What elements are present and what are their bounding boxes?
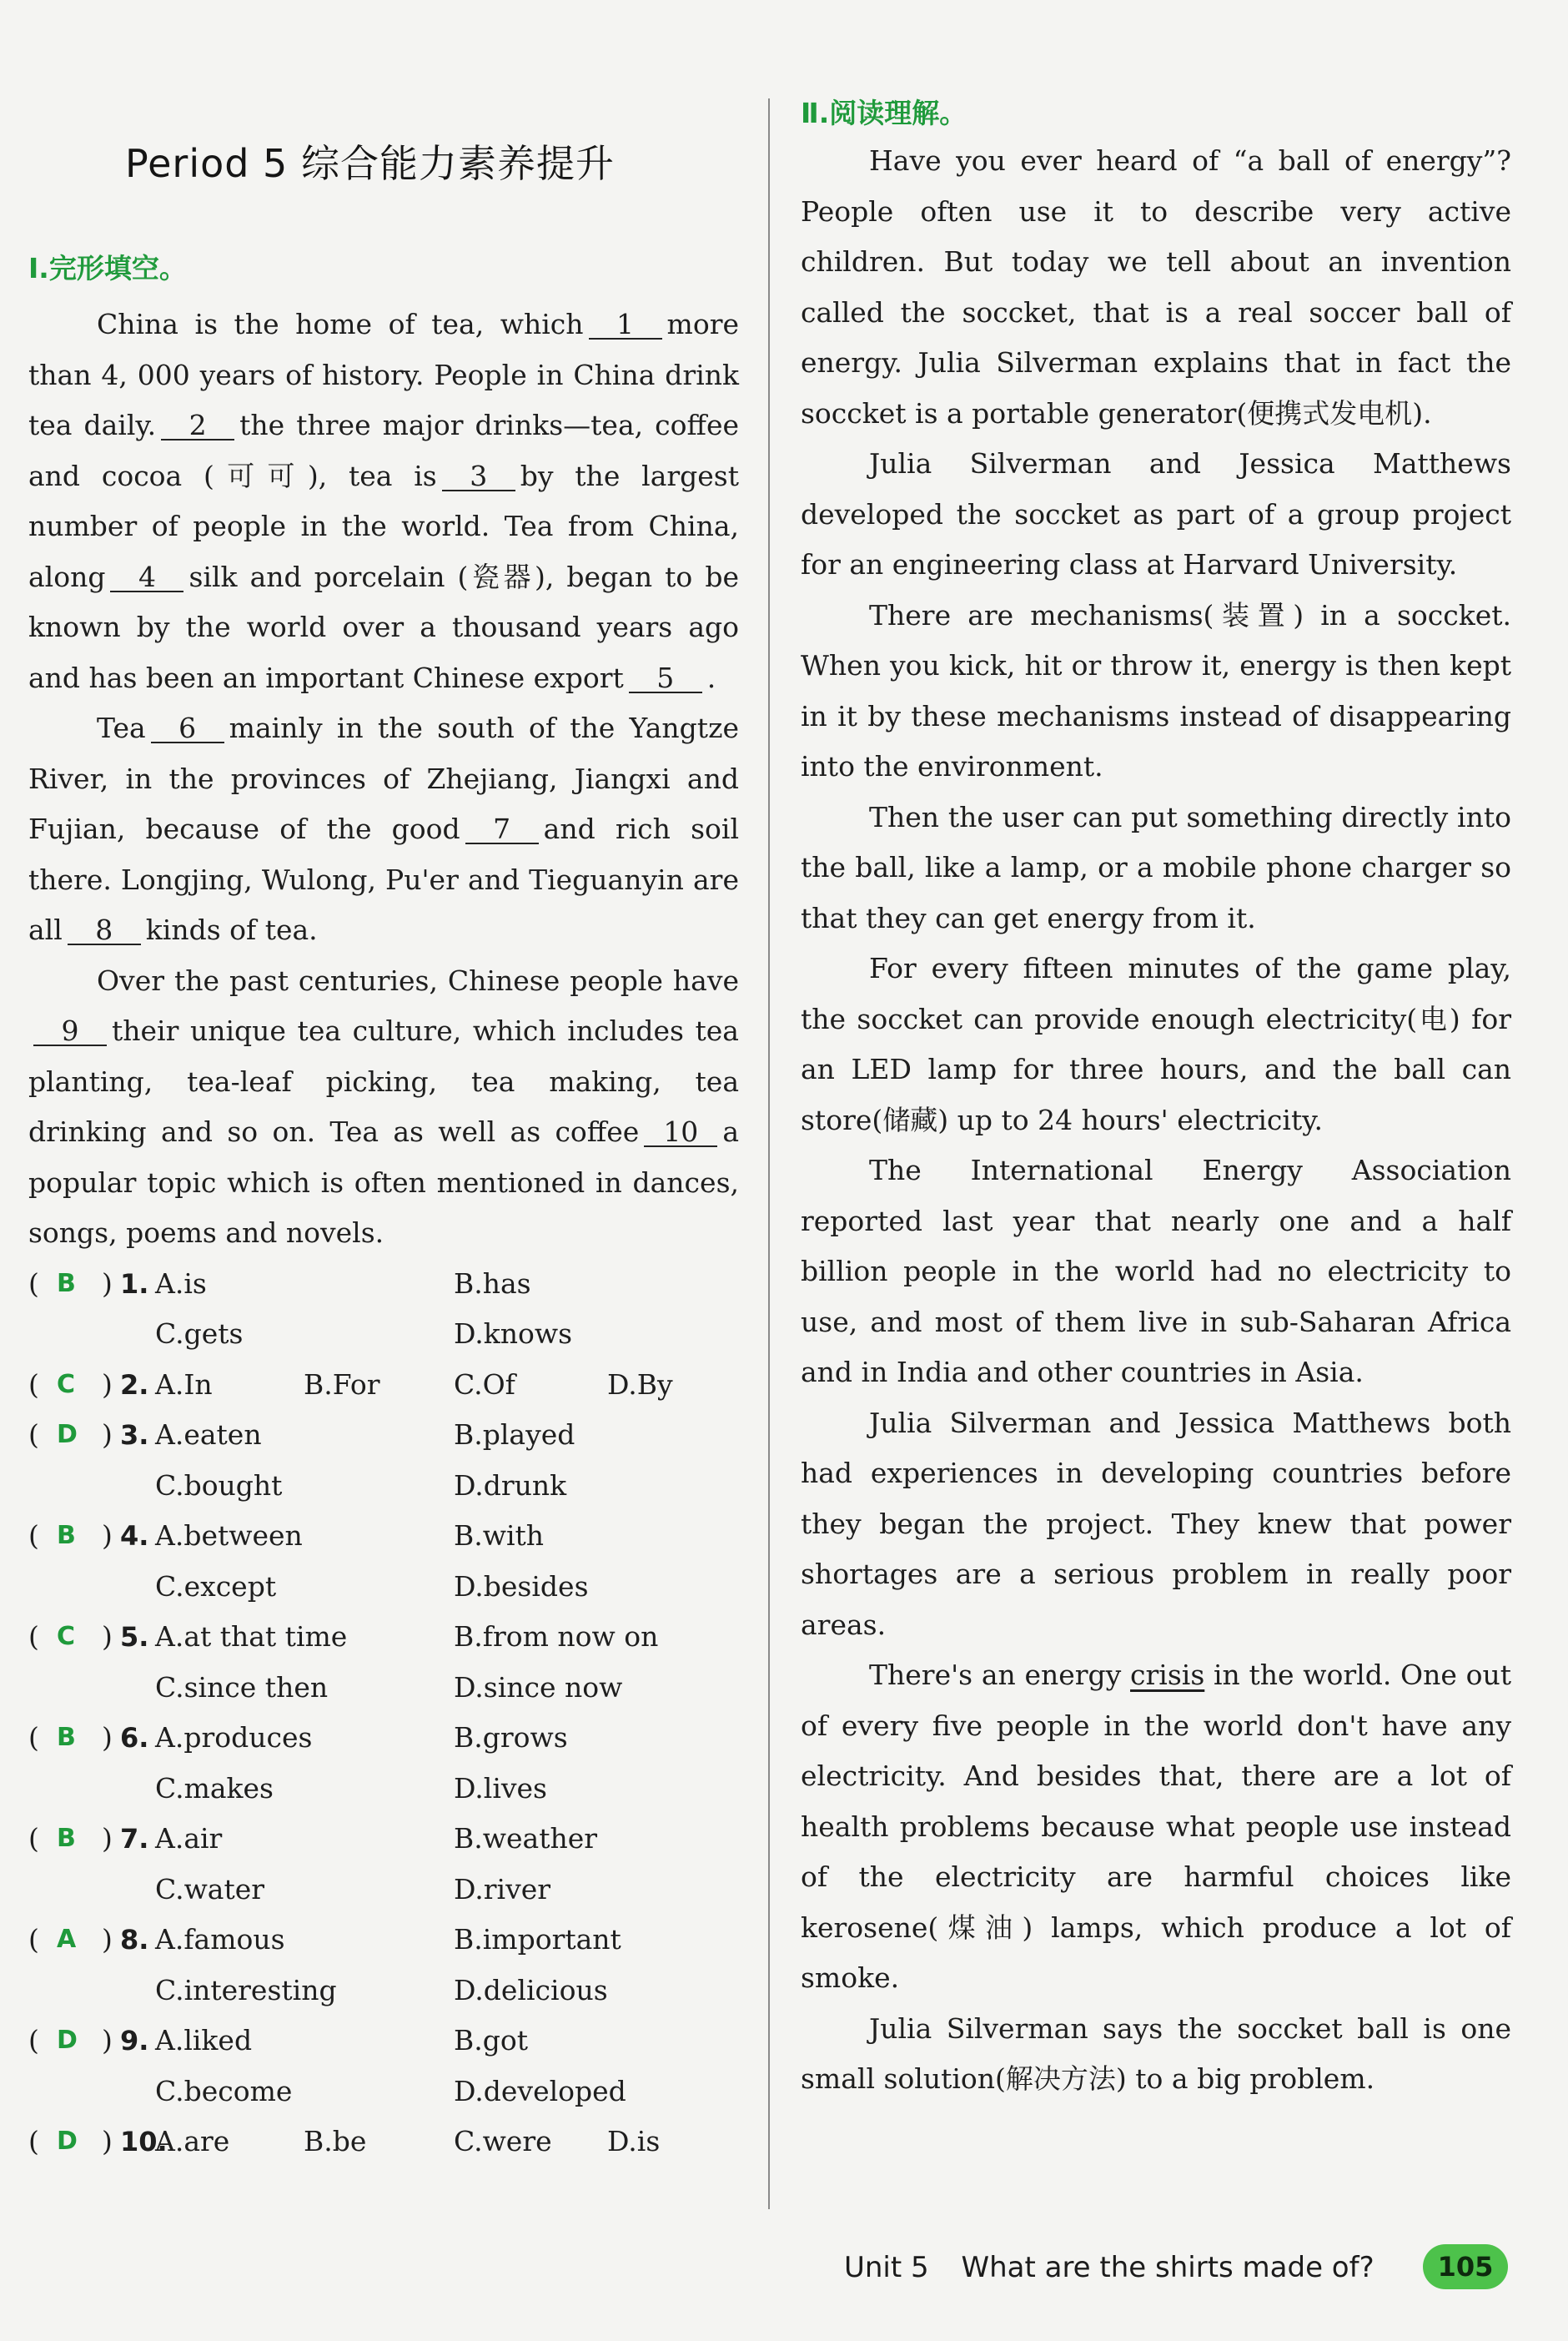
left-column xyxy=(28,247,739,2167)
section-1-heading: Ⅰ.完形填空。 xyxy=(28,252,187,284)
question-number: 8. xyxy=(120,1924,149,1956)
reading-paragraph-1: Have you ever heard of “a ball of energy”? People often use it to describe very active children. But today we tell about an invention called the soccket, that is a real soccer ball of energy. Julia Silverman explains that in fact the soccket is a portable generator(便携式发电机). xyxy=(801,144,1511,430)
paren-left: ( xyxy=(28,2024,39,2057)
question-row-continued xyxy=(28,2067,739,2117)
paren-right: ) xyxy=(102,1822,113,1855)
blank-7: 7 xyxy=(465,816,539,844)
question-row xyxy=(28,1713,739,1764)
question-row xyxy=(28,1612,739,1663)
reading-paragraph-9: Julia Silverman says the soccket ball is one small solution(解决方法) to a big problem. xyxy=(801,2011,1511,2095)
option-b: B.played xyxy=(454,1418,575,1451)
question-row xyxy=(28,2016,739,2067)
paren-left: ( xyxy=(28,1266,39,1300)
option-d: D.is xyxy=(607,2125,661,2157)
reading-paragraph-3: There are mechanisms(装置) in a soccket. When you kick, hit or throw it, energy is then kept in it by these mechanisms instead of disappearing into the environment. xyxy=(801,598,1511,783)
option-c: C.makes xyxy=(155,1771,274,1805)
cloze-paragraph-3: Over the past centuries, Chinese people have9 their unique tea culture, which includes tea planting, tea-leaf picking, tea making, tea drinking and so on. Tea as well as coffee 10 a popular topic which is often mentioned in dances, songs, poems and novels. xyxy=(28,964,739,1249)
option-c: C.since then xyxy=(155,1670,329,1704)
option-b: B.got xyxy=(454,2024,528,2057)
option-c: C.bought xyxy=(155,1468,283,1502)
option-a: A.eaten xyxy=(155,1418,262,1451)
question-number: 7. xyxy=(120,1823,149,1855)
question-number: 4. xyxy=(120,1520,149,1552)
question-row xyxy=(28,1511,739,1562)
option-c: C.were xyxy=(454,2125,552,2157)
question-number: 5. xyxy=(120,1621,149,1653)
option-c: C.gets xyxy=(155,1317,244,1350)
paren-right: ) xyxy=(102,1266,113,1300)
page-title: Period 5 综合能力素养提升 xyxy=(125,141,615,186)
paren-right: ) xyxy=(102,2024,113,2057)
option-b: B.For xyxy=(304,1367,380,1401)
option-a: A.produces xyxy=(155,1721,313,1754)
reading-paragraph-8: There's an energy crisis in the world. One out of every five people in the world don't have any electricity. And besides that, there are a lot of health problems because what people use instead of the electricity are harmful choices like kerosene(煤油) lamps, which produce a lot of smoke. xyxy=(801,1659,1511,1994)
option-d: D.besides xyxy=(454,1569,589,1603)
blank-2: 2 xyxy=(161,412,234,441)
option-c: C.interesting xyxy=(155,1973,337,2006)
option-a: A.is xyxy=(155,1266,207,1300)
page-footer xyxy=(844,2251,1375,2284)
question-row-continued xyxy=(28,1764,739,1815)
paren-right: ) xyxy=(102,2125,113,2157)
option-b: B.be xyxy=(304,2125,367,2157)
question-row xyxy=(28,1814,739,1865)
right-column xyxy=(801,92,1511,2105)
question-row xyxy=(28,1360,739,1411)
paren-left: ( xyxy=(28,1620,39,1653)
paren-left: ( xyxy=(28,1367,39,1401)
option-d: D.drunk xyxy=(454,1468,567,1502)
option-c: C.water xyxy=(155,1872,265,1906)
paren-right: ) xyxy=(102,1418,113,1451)
question-number: 1. xyxy=(120,1267,149,1300)
option-a: A.In xyxy=(155,1367,213,1401)
question-number: 9. xyxy=(120,2025,149,2057)
option-a: A.liked xyxy=(155,2024,253,2057)
answer-letter: A xyxy=(57,1925,77,1954)
option-c: C.become xyxy=(155,2074,293,2107)
paren-right: ) xyxy=(102,1620,113,1653)
blank-6: 6 xyxy=(151,715,224,743)
page-number-badge: 105 xyxy=(1423,2244,1508,2289)
option-b: B.grows xyxy=(454,1721,568,1754)
answer-letter: B xyxy=(57,1268,76,1298)
question-row xyxy=(28,1259,739,1310)
question-row xyxy=(28,1915,739,1966)
reading-paragraph-6: The International Energy Association reported last year that nearly one and a half billion people in the world had no electricity to use, and most of them live in sub-Saharan Africa and in India and other countries in Asia. xyxy=(801,1154,1511,1388)
blank-3: 3 xyxy=(442,463,515,491)
answer-letter: C xyxy=(57,1369,76,1399)
option-a: A.are xyxy=(155,2125,230,2157)
answer-letter: B xyxy=(57,1723,76,1752)
option-d: D.since now xyxy=(454,1670,623,1704)
question-row xyxy=(28,1410,739,1461)
paren-right: ) xyxy=(102,1519,113,1552)
paren-left: ( xyxy=(28,1418,39,1451)
blank-1: 1 xyxy=(589,311,662,340)
underlined-word-crisis: crisis xyxy=(1130,1659,1205,1691)
question-number: 3. xyxy=(120,1419,149,1451)
blank-4: 4 xyxy=(110,564,183,592)
question-row-continued xyxy=(28,1663,739,1714)
answer-letter: D xyxy=(57,2127,78,2156)
cloze-paragraph-2: Tea 6 mainly in the south of the Yangtze River, in the provinces of Zhejiang, Jiangxi and Fujian, because of the good 7 and rich soil there. Longjing, Wulong, Pu'er and Tieguanyin are all 8 kinds of tea. xyxy=(28,712,739,946)
question-number: 10. xyxy=(120,2126,168,2157)
paren-left: ( xyxy=(28,1721,39,1754)
paren-left: ( xyxy=(28,1923,39,1956)
paren-right: ) xyxy=(102,1721,113,1754)
option-d: D.By xyxy=(607,1367,673,1401)
paren-left: ( xyxy=(28,1822,39,1855)
option-c: C.except xyxy=(155,1569,277,1603)
column-divider xyxy=(768,98,770,2209)
section-2-heading: Ⅱ.阅读理解。 xyxy=(801,97,967,129)
reading-paragraph-5: For every fifteen minutes of the game play, the soccket can provide enough electricity(电) for an LED lamp for three hours, and the ball can store(储藏) up to 24 hours' electricity. xyxy=(801,952,1511,1136)
blank-9: 9 xyxy=(33,1018,107,1046)
option-b: B.with xyxy=(454,1519,545,1552)
option-d: D.lives xyxy=(454,1771,547,1805)
option-d: D.knows xyxy=(454,1317,573,1350)
option-d: D.developed xyxy=(454,2074,626,2107)
answer-letter: C xyxy=(57,1622,76,1651)
question-row-continued xyxy=(28,1461,739,1512)
reading-paragraph-7: Julia Silverman and Jessica Matthews both had experiences in developing countries before they began the project. They knew that power shortages are a serious problem in really poor areas. xyxy=(801,1406,1511,1641)
question-row-continued xyxy=(28,1562,739,1613)
blank-5: 5 xyxy=(629,665,702,693)
answer-letter: D xyxy=(57,1420,78,1449)
answer-letter: B xyxy=(57,1824,76,1853)
reading-paragraph-4: Then the user can put something directly into the ball, like a lamp, or a mobile phone charger so that they can get energy from it. xyxy=(801,800,1511,934)
option-b: B.weather xyxy=(454,1822,598,1855)
paren-left: ( xyxy=(28,2125,39,2157)
paren-left: ( xyxy=(28,1519,39,1552)
blank-8: 8 xyxy=(68,917,141,945)
option-d: D.delicious xyxy=(454,1973,608,2006)
footer-unit-title: What are the shirts made of? xyxy=(961,2251,1375,2284)
question-number: 6. xyxy=(120,1722,149,1754)
answer-letter: D xyxy=(57,2026,78,2055)
question-row xyxy=(28,2117,739,2167)
option-a: A.at that time xyxy=(155,1620,348,1653)
blank-10: 10 xyxy=(644,1119,717,1147)
question-list xyxy=(28,1259,739,2167)
option-a: A.between xyxy=(155,1519,303,1552)
option-d: D.river xyxy=(454,1872,551,1906)
cloze-paragraph-1: China is the home of tea, which 1 more than 4, 000 years of history. People in China drink tea daily. 2 the three major drinks—tea, coffee and cocoa (可可), tea is 3 by the largest number of people in the world. Tea from China, along 4 silk and porcelain (瓷器), began to be known by the world over a thousand years ago and has been an important Chinese export 5 . xyxy=(28,308,739,694)
option-a: A.famous xyxy=(155,1923,285,1956)
option-c: C.Of xyxy=(454,1367,515,1401)
answer-letter: B xyxy=(57,1521,76,1550)
reading-paragraph-2: Julia Silverman and Jessica Matthews developed the soccket as part of a group project for an engineering class at Harvard University. xyxy=(801,447,1511,581)
paren-right: ) xyxy=(102,1923,113,1956)
footer-unit: Unit 5 xyxy=(844,2251,929,2284)
option-b: B.has xyxy=(454,1266,531,1300)
option-b: B.from now on xyxy=(454,1620,659,1653)
option-a: A.air xyxy=(155,1822,223,1855)
question-row-continued xyxy=(28,1309,739,1360)
question-number: 2. xyxy=(120,1368,149,1401)
option-b: B.important xyxy=(454,1923,621,1956)
question-row-continued xyxy=(28,1865,739,1916)
paren-right: ) xyxy=(102,1367,113,1401)
question-row-continued xyxy=(28,1966,739,2016)
